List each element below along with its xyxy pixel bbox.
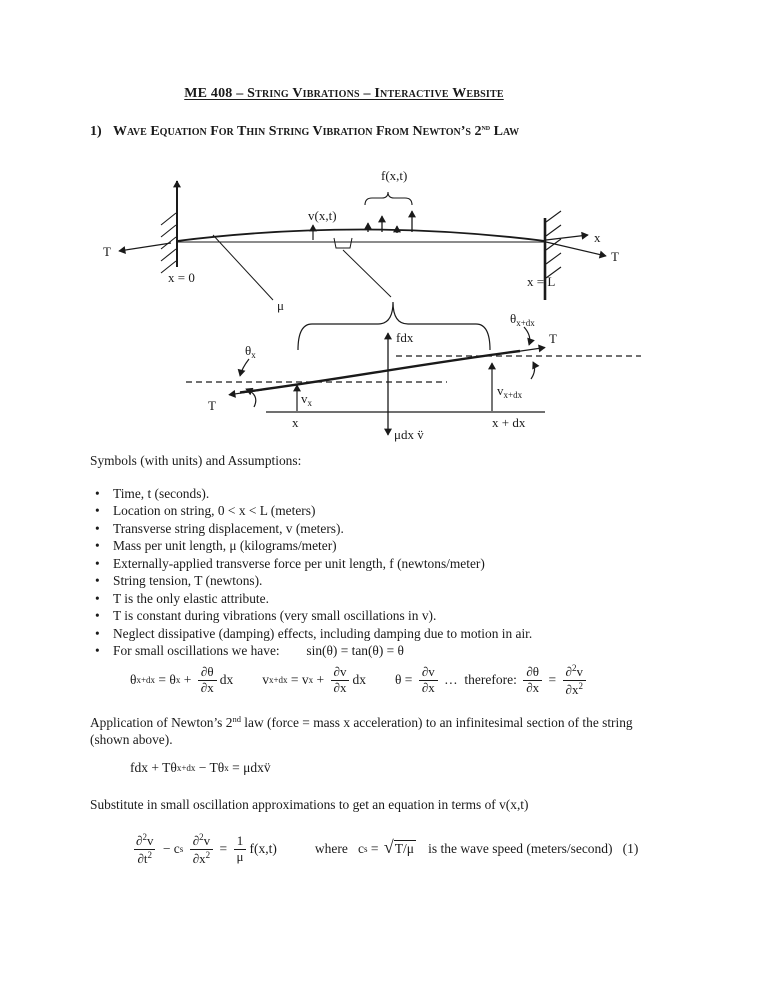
- bullet-text: T is constant during vibrations (very small oscillations in v).: [113, 608, 437, 624]
- mu-pointer-line: [213, 235, 273, 300]
- segment-pointer-line: [343, 250, 391, 297]
- list-item: [95, 572, 713, 589]
- string-segment: [240, 351, 520, 393]
- tension-label-left: T: [103, 244, 111, 259]
- eq-token: = v: [287, 672, 309, 687]
- eq-token: ∂x: [526, 679, 540, 695]
- list-item: [95, 485, 713, 502]
- bullet-icon: •: [95, 486, 100, 501]
- eq-token: is the wave speed (meters/second) (1): [418, 841, 639, 856]
- eq-token: ∂x: [192, 850, 206, 866]
- force-label: f(x,t): [381, 168, 408, 183]
- eq-token: [234, 834, 247, 864]
- fdx-label: fdx: [396, 330, 414, 345]
- newton-paragraph: [90, 711, 702, 749]
- eq-token: v: [262, 672, 269, 687]
- eq-token: dx: [352, 672, 366, 687]
- list-item: [95, 590, 713, 607]
- eq-token: 2: [199, 831, 204, 842]
- newton-paragraph-tail: law (force = mass x acceleration) to an infinitesimal section of the string: [240, 715, 633, 730]
- wave-equation-row: [130, 823, 638, 875]
- eq-token: =: [216, 841, 231, 856]
- eq-token: x: [175, 675, 181, 685]
- eq-token: [563, 663, 586, 697]
- eq-token: =: [545, 672, 560, 687]
- eq-token: where c: [314, 841, 364, 856]
- bullet-icon: •: [95, 625, 100, 641]
- eq-token: 2: [578, 680, 583, 691]
- list-item: [95, 625, 713, 642]
- equation-newton-second-law: [130, 760, 271, 776]
- section-heading-tail: Law: [490, 124, 520, 139]
- theta-x-dx-label: $\theta_{x+dx}$: [510, 311, 535, 328]
- eq-token: √ T/μ: [383, 837, 414, 857]
- eq-token: =: [367, 841, 382, 856]
- string-curve: [177, 230, 545, 242]
- eq-token: ∂: [136, 832, 143, 848]
- eq-token: ∂x: [565, 681, 579, 697]
- eq-token: dx: [219, 672, 234, 687]
- v-x-label: $v_x$: [301, 391, 312, 408]
- bullet-icon: •: [95, 608, 100, 624]
- x-equals-L-label: x = L: [527, 274, 556, 289]
- eq-token: v: [203, 832, 211, 848]
- segment-tension-label-right: T: [549, 331, 557, 346]
- eq-token: [183, 841, 186, 857]
- section-heading-text: Wave Equation For Thin String Vibration From Newton’s 2: [113, 124, 482, 139]
- segment-tension-label-left: T: [208, 398, 216, 413]
- assumptions-list: [95, 485, 713, 660]
- bullet-text: Mass per unit length, μ (kilograms/meter): [113, 538, 337, 554]
- segment-brace: [298, 302, 490, 350]
- theta-x-angle-arrow: [240, 359, 249, 376]
- newton-paragraph-line2: (shown above).: [90, 732, 173, 748]
- eq-token: +: [180, 672, 195, 687]
- document-title: [0, 86, 688, 102]
- bullet-icon: •: [95, 573, 100, 589]
- eq-token: f(x,t): [249, 841, 277, 856]
- section-heading: [90, 122, 519, 140]
- eq-token: ∂v: [421, 663, 435, 679]
- equation-theta-approx: [130, 665, 233, 695]
- eq-token: x+dx: [268, 675, 288, 685]
- bullet-text: Time, t (seconds).: [113, 486, 210, 501]
- eq-token: [523, 665, 542, 695]
- bullet-icon: •: [95, 555, 100, 571]
- equation-slope-relation: [395, 663, 589, 697]
- bullet-text: Externally-applied transverse force per unit length, f (newtons/meter): [113, 555, 485, 571]
- bullet-icon: •: [95, 590, 100, 606]
- bullet-text: Location on string, 0 < x < L (meters): [113, 503, 316, 519]
- eq-token: − c: [159, 841, 180, 856]
- eq-token: ∂θ: [526, 663, 540, 679]
- eq-token: x: [224, 763, 229, 773]
- eq-token: [419, 665, 438, 695]
- theta-x-dx-angle-arrow: [524, 327, 530, 345]
- inertia-label: μdx v̈: [394, 427, 424, 442]
- section-number: 1): [90, 124, 102, 139]
- bullet-text: String tension, T (newtons).: [113, 573, 263, 589]
- eq-token: x+dx: [176, 763, 196, 773]
- eq-token: v̈: [263, 760, 271, 775]
- x-axis-label: x: [594, 230, 601, 245]
- list-item: [95, 555, 713, 572]
- eq-token: v: [146, 832, 154, 848]
- right-angle-indicator-arrow: [531, 362, 535, 379]
- theta-x-label: $\theta_x$: [245, 343, 256, 360]
- eq-token: x: [308, 675, 314, 685]
- equation-v-approx: [262, 665, 366, 695]
- eq-token: − Tθ: [195, 760, 225, 775]
- eq-token: 2: [142, 831, 147, 842]
- section-heading-sup: nd: [481, 122, 491, 132]
- bullet-icon: •: [95, 643, 100, 659]
- approximation-equations-row: [130, 655, 589, 705]
- eq-token: 1: [236, 832, 244, 848]
- x-axis-arrow: [546, 235, 588, 240]
- mu-label: μ: [277, 298, 284, 313]
- list-item: [95, 502, 713, 519]
- list-item: [95, 607, 713, 624]
- eq-token: ∂v: [333, 663, 347, 679]
- symbols-section-heading: Symbols (with units) and Assumptions:: [90, 453, 302, 468]
- eq-token: ∂θ: [200, 663, 214, 679]
- x-dx-tick-label: x + dx: [492, 415, 526, 430]
- string-diagram: [0, 158, 768, 458]
- eq-token: 2: [205, 849, 211, 860]
- x-tick-label: x: [292, 415, 299, 430]
- equation-wave-speed-note: [314, 837, 639, 858]
- eq-token: s: [363, 844, 368, 854]
- bullet-icon: •: [95, 520, 100, 536]
- x-equals-0-label: x = 0: [168, 270, 195, 285]
- eq-token: ∂: [192, 832, 200, 848]
- eq-token: θ =: [394, 672, 416, 687]
- eq-token: [331, 665, 350, 695]
- segment-bracket: [334, 238, 352, 248]
- eq-token: ∂x: [421, 679, 435, 695]
- eq-token: x+dx: [136, 675, 156, 685]
- bullet-icon: •: [95, 503, 100, 519]
- eq-token: 2: [571, 662, 577, 673]
- substitute-paragraph: Substitute in small oscillation approximations to get an equation in terms of v(x,t): [90, 797, 529, 812]
- eq-token: ∂t: [137, 850, 148, 866]
- eq-token: 2: [147, 849, 152, 860]
- eq-token: = θ: [155, 672, 176, 687]
- eq-token: ∂x: [200, 679, 214, 695]
- eq-token: μ: [236, 848, 244, 864]
- displacement-label: v(x,t): [308, 208, 337, 223]
- v-x-dx-label: $v_{x+dx}$: [497, 383, 523, 400]
- eq-token: ∂: [565, 663, 572, 679]
- segment-tension-arrow-right: [500, 348, 545, 355]
- force-brace: [365, 192, 412, 205]
- bullet-icon: •: [95, 538, 100, 554]
- eq-token: [133, 832, 156, 866]
- eq-token: s: [179, 844, 184, 854]
- newton-paragraph-sup: nd: [232, 714, 241, 724]
- bullet-text: T is the only elastic attribute.: [113, 590, 269, 606]
- eq-token: fdx + Tθ: [130, 760, 177, 775]
- newton-paragraph-text: Application of Newton’s 2: [90, 715, 233, 730]
- eq-token: [198, 665, 217, 695]
- bullet-text: Neglect dissipative (damping) effects, including damping due to motion in air.: [113, 625, 533, 641]
- tension-label-right: T: [611, 249, 619, 264]
- list-item: [95, 537, 713, 554]
- list-item: [95, 520, 713, 537]
- eq-token: v: [576, 663, 583, 679]
- bullet-text: For small oscillations we have: sin(θ) = tan(θ) = θ: [113, 643, 404, 659]
- eq-token: +: [313, 672, 328, 687]
- bullet-text: Transverse string displacement, v (meters).: [113, 520, 344, 536]
- eq-token: ∂x: [333, 679, 347, 695]
- eq-token: θ: [130, 672, 137, 687]
- eq-token: = μdx: [228, 760, 264, 775]
- document-title-text: ME 408 – String Vibrations – Interactive Website: [184, 86, 504, 101]
- eq-token: … therefore:: [440, 672, 521, 687]
- eq-token: T/μ: [394, 841, 414, 856]
- eq-token: [190, 832, 213, 866]
- equation-wave: [130, 832, 277, 866]
